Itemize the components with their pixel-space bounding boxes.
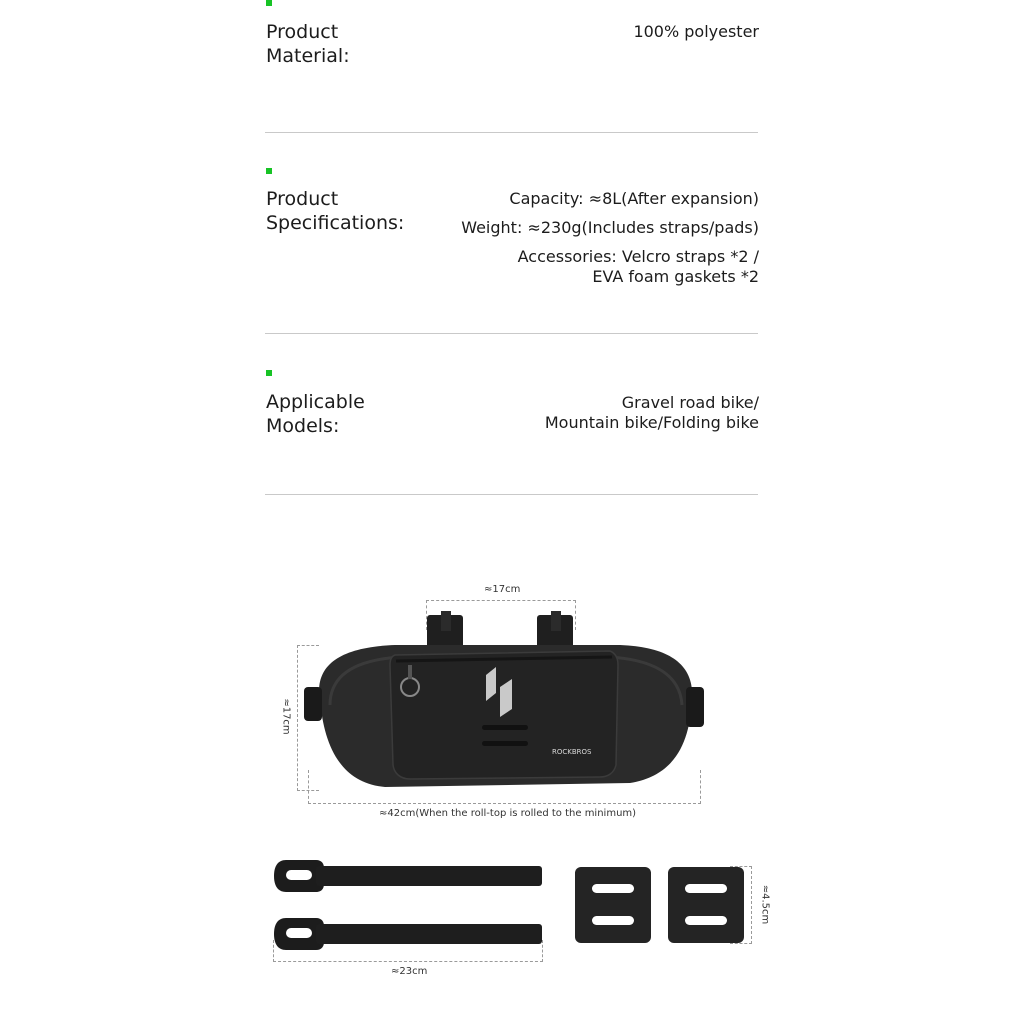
section-marker xyxy=(266,370,272,376)
value-line: Accessories: Velcro straps *2 / xyxy=(517,247,759,266)
section-marker xyxy=(266,0,272,6)
top-width-label: ≈17cm xyxy=(484,584,521,595)
value-line: 100% polyester xyxy=(633,22,759,41)
section-title-material xyxy=(266,20,350,68)
section-divider xyxy=(265,494,758,495)
section-title-line: Models: xyxy=(266,415,340,437)
section-title-line: Product xyxy=(266,21,339,43)
height-label: ≈17cm xyxy=(280,698,292,735)
section-value-models xyxy=(545,393,759,433)
section-title-line: Material: xyxy=(266,45,350,67)
buckle-left xyxy=(304,687,322,721)
section-value-specifications xyxy=(461,189,759,287)
value-line: Weight: ≈230g(Includes straps/pads) xyxy=(461,218,759,237)
buckle-right xyxy=(686,687,704,727)
section-divider xyxy=(265,132,758,133)
value-line: Gravel road bike/ xyxy=(621,393,759,412)
handlebar-bag-illustration xyxy=(300,605,710,795)
velcro-strap-1 xyxy=(272,858,544,894)
section-title-models xyxy=(266,390,365,438)
section-divider xyxy=(265,333,758,334)
section-marker xyxy=(266,168,272,174)
section-title-specifications xyxy=(266,187,404,235)
section-title-line: Product xyxy=(266,188,339,210)
value-line: EVA foam gaskets *2 xyxy=(592,267,759,286)
strap-length-label: ≈23cm xyxy=(391,966,428,977)
section-title-line: Specifications: xyxy=(266,212,405,234)
section-value-material xyxy=(633,22,759,42)
strap-length-guide xyxy=(273,940,543,962)
pad-size-guide xyxy=(730,866,752,944)
front-pocket xyxy=(390,651,618,779)
value-line: Capacity: ≈8L(After expansion) xyxy=(509,189,759,208)
pad-size-label: ≈4.5cm xyxy=(759,884,771,925)
bag-brand-text: ROCKBROS xyxy=(552,748,592,756)
value-line: Mountain bike/Folding bike xyxy=(544,413,759,432)
width-label: ≈42cm(When the roll-top is rolled to the minimum) xyxy=(379,808,637,819)
section-title-line: Applicable xyxy=(266,391,365,413)
foam-pad-1 xyxy=(574,866,652,944)
